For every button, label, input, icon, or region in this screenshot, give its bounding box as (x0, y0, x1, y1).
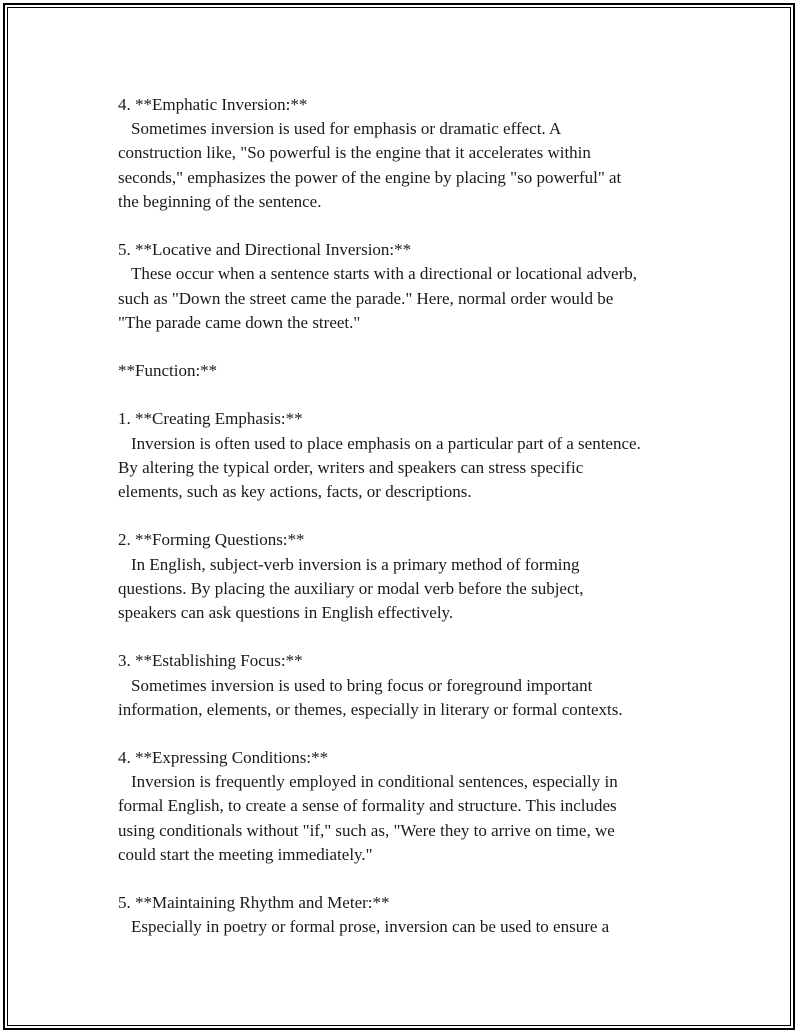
paragraph-line: information, elements, or themes, especially in literary or formal contexts. (118, 699, 623, 719)
paragraph-line: using conditionals without "if," such as, "Were they to arrive on time, we (118, 820, 615, 840)
paragraph-line: In English, subject-verb inversion is a primary method of forming (131, 554, 580, 574)
paragraph-gap (118, 867, 718, 891)
section-heading: 3. **Establishing Focus:** (118, 651, 303, 671)
section-heading: 2. **Forming Questions:** (118, 530, 305, 550)
section-heading: **Function:** (118, 361, 218, 381)
section-function (118, 359, 718, 383)
paragraph-gap (118, 504, 718, 528)
section-emphatic-inversion (118, 93, 718, 214)
paragraph-line: elements, such as key actions, facts, or descriptions. (118, 482, 472, 501)
section-heading: 5. **Locative and Directional Inversion:** (118, 240, 412, 260)
paragraph-line: "The parade came down the street." (118, 312, 361, 332)
paragraph-line: Inversion is often used to place emphasis on a particular part of a sentence. (131, 433, 641, 453)
paragraph-gap (118, 625, 718, 649)
paragraph-line: construction like, "So powerful is the engine that it accelerates within (118, 143, 591, 163)
section-maintaining-rhythm (118, 891, 718, 939)
paragraph-line: Especially in poetry or formal prose, inversion can be used to ensure a (131, 917, 610, 937)
paragraph-line: questions. By placing the auxiliary or modal verb before the subject, (118, 578, 584, 598)
paragraph-gap (118, 722, 718, 746)
paragraph-line: formal English, to create a sense of formality and structure. This includes (118, 796, 617, 816)
paragraph-gap (118, 335, 718, 359)
section-forming-questions (118, 528, 718, 625)
section-creating-emphasis (118, 407, 718, 504)
paragraph-line: the beginning of the sentence. (118, 191, 322, 211)
document-body (118, 93, 718, 940)
paragraph-line: Sometimes inversion is used to bring focus or foreground important (131, 675, 593, 695)
section-establishing-focus (118, 649, 718, 722)
paragraph-line: By altering the typical order, writers and speakers can stress specific (118, 457, 584, 477)
paragraph-line: speakers can ask questions in English effectively. (118, 602, 454, 622)
section-heading: 1. **Creating Emphasis:** (118, 409, 303, 429)
section-expressing-conditions (118, 746, 718, 867)
section-heading: 4. **Emphatic Inversion:** (118, 95, 308, 114)
section-heading: 5. **Maintaining Rhythm and Meter:** (118, 893, 390, 913)
paragraph-line: such as "Down the street came the parade." Here, normal order would be (118, 288, 614, 308)
section-heading: 4. **Expressing Conditions:** (118, 748, 329, 768)
paragraph-line: Sometimes inversion is used for emphasis or dramatic effect. A (131, 119, 562, 139)
paragraph-line: Inversion is frequently employed in conditional sentences, especially in (131, 772, 618, 792)
paragraph-gap (118, 383, 718, 407)
paragraph-line: seconds," emphasizes the power of the engine by placing "so powerful" at (118, 167, 622, 187)
section-locative-inversion (118, 238, 718, 335)
paragraph-gap (118, 214, 718, 238)
paragraph-line: These occur when a sentence starts with a directional or locational adverb, (131, 264, 638, 284)
paragraph-line: could start the meeting immediately." (118, 844, 373, 864)
